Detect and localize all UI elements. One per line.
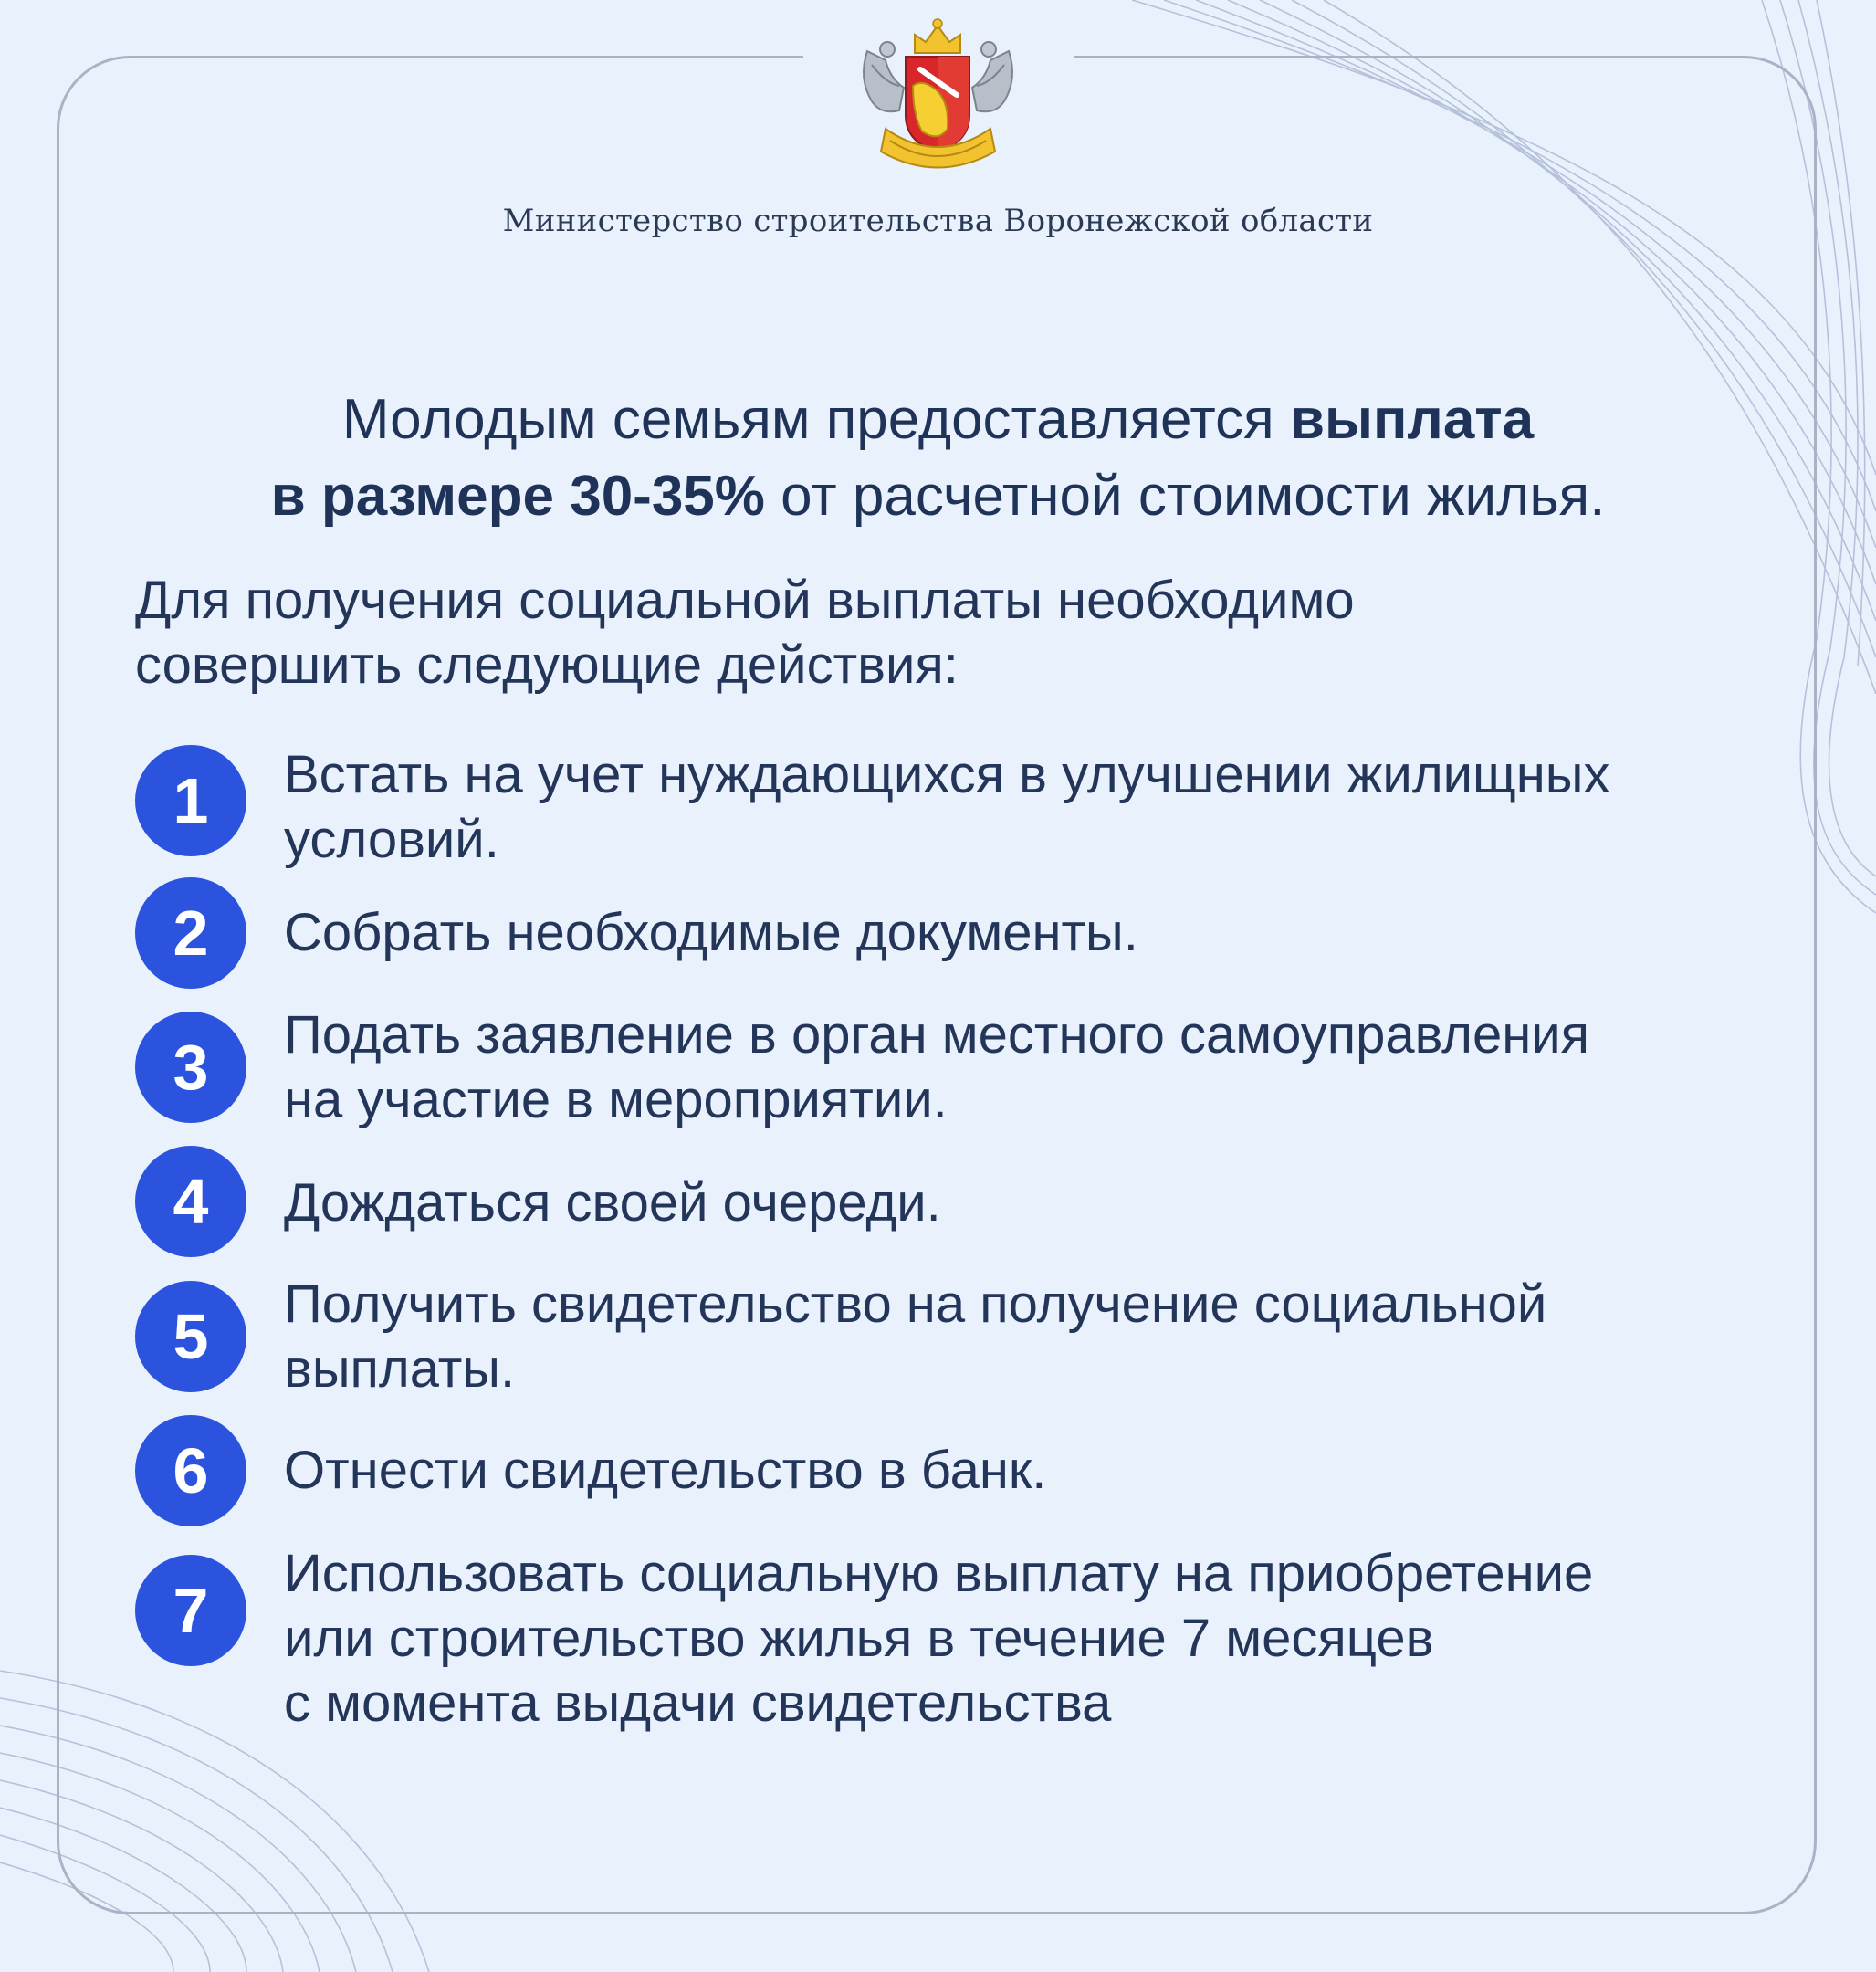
voronezh-coat-of-arms-icon xyxy=(849,15,1027,181)
step-text-line: Отнести свидетельство в банк. xyxy=(284,1441,1047,1500)
step-text-line: Встать на учет нуждающихся в улучшении жилищных xyxy=(284,745,1610,804)
step-text xyxy=(284,742,1781,872)
step-item xyxy=(135,1146,1769,1257)
step-text xyxy=(284,1170,1781,1235)
headline-line-1 xyxy=(0,382,1876,458)
step-item xyxy=(135,1415,1769,1526)
step-text-line: выплаты. xyxy=(284,1339,516,1399)
intro-line-1: Для получения социальной выплаты необходимо xyxy=(135,571,1355,630)
step-text xyxy=(284,1438,1781,1503)
headline-text: Молодым семьям предоставляется xyxy=(341,388,1290,451)
step-text-line: Получить свидетельство на получение социальной xyxy=(284,1274,1547,1334)
organization-name: Министерство строительства Воронежской области xyxy=(502,203,1374,239)
step-number-badge: 6 xyxy=(135,1415,246,1526)
step-item xyxy=(135,745,1769,869)
step-number-badge: 1 xyxy=(135,745,246,856)
step-text-line: Собрать необходимые документы. xyxy=(284,903,1138,962)
step-text-line: или строительство жилья в течение 7 месяцев xyxy=(284,1609,1434,1668)
headline-text: от расчетной стоимости жилья. xyxy=(764,465,1606,528)
intro-line-2: совершить следующие действия: xyxy=(135,635,959,695)
headline xyxy=(0,382,1876,535)
step-number-badge: 2 xyxy=(135,877,246,989)
intro-text xyxy=(135,568,1687,698)
headline-emphasis: в размере 30-35% xyxy=(270,465,765,528)
step-item xyxy=(135,1005,1769,1129)
step-text xyxy=(284,1002,1781,1132)
step-text-line: Подать заявление в орган местного самоуправления xyxy=(284,1005,1590,1065)
headline-emphasis: выплата xyxy=(1289,388,1535,451)
step-number-badge: 7 xyxy=(135,1555,246,1666)
step-number-badge: 3 xyxy=(135,1012,246,1123)
step-text-line: условий. xyxy=(284,810,499,869)
step-text-line: Дождаться своей очереди. xyxy=(284,1173,941,1232)
step-item xyxy=(135,1544,1769,1733)
step-text xyxy=(284,900,1781,965)
step-number-badge: 5 xyxy=(135,1281,246,1392)
step-text xyxy=(284,1272,1781,1401)
step-item xyxy=(135,877,1769,989)
step-number-badge: 4 xyxy=(135,1146,246,1257)
headline-line-2 xyxy=(0,458,1876,535)
step-text-line: с момента выдачи свидетельства xyxy=(284,1673,1112,1733)
step-item xyxy=(135,1274,1769,1399)
step-text xyxy=(284,1541,1781,1736)
step-text-line: на участие в мероприятии. xyxy=(284,1070,948,1129)
step-text-line: Использовать социальную выплату на приобретение xyxy=(284,1544,1594,1603)
